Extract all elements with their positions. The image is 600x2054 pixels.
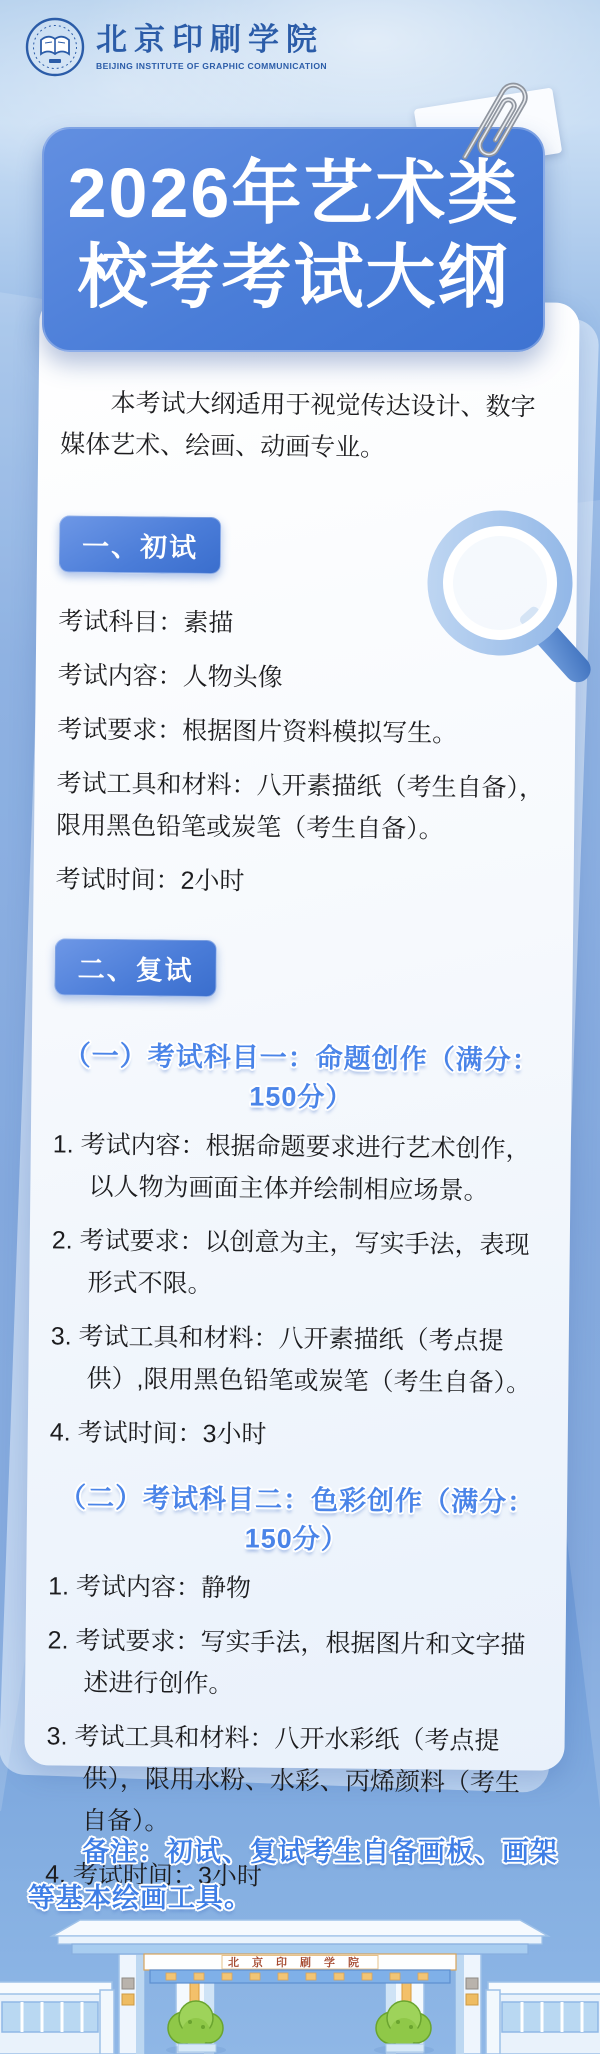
bush-left (166, 2001, 226, 2054)
right-building (486, 1982, 600, 2054)
poster-title-line2: 校考考试大纲 (77, 238, 510, 316)
subject1-item: 1. 考试内容：根据命题要求进行艺术创作，以人物为画面主体并绘制相应场景。 (52, 1130, 531, 1205)
magnifier-icon (425, 498, 600, 713)
subject1-heading: （一）考试科目一：命题创作（满分：150分） (63, 1040, 540, 1113)
subject2-item: 4. 考试时间：3小时 (45, 1860, 263, 1891)
bush-right (374, 2001, 434, 2054)
subject2-heading: （二）考试科目二：色彩创作（满分：150分） (58, 1482, 536, 1555)
section-badge-second-round: 二、复试 (54, 938, 217, 997)
poster-title-line1: 2026年艺术类 (67, 154, 520, 232)
subject1-item: 2. 考试要求：以创意为主，写实手法，表现形式不限。 (51, 1226, 530, 1299)
school-name-english: BEIJING INSTITUTE OF GRAPHIC COMMUNICATION (96, 61, 328, 71)
subject2-item: 3. 考试工具和材料：八开水彩纸（考点提供），限用水粉、水彩、丙烯颜料（考生自备）。 (46, 1722, 521, 1836)
first-round-item: 考试内容：人物头像 (57, 661, 283, 692)
subject1-item: 4. 考试时间：3小时 (49, 1418, 267, 1449)
first-round-item: 考试科目：素描 (58, 607, 234, 638)
note-paragraph: 备注：初试、复试考生自备画板、画架等基本绘画工具。 (28, 1837, 558, 1913)
school-logo (24, 16, 327, 78)
intro-paragraph: 本考试大纲适用于视觉传达设计、数字媒体艺术、绘画、动画专业。 (60, 388, 536, 462)
first-round-item: 考试工具和材料：八开素描纸（考生自备），限用黑色铅笔或炭笔（考生自备）。 (56, 769, 545, 844)
subject2-item: 2. 考试要求：写实手法，根据图片和文字描述进行创作。 (47, 1626, 526, 1699)
first-round-item: 考试要求：根据图片资料模拟写生。 (57, 715, 458, 748)
gate-sign-text: 北京印刷学院 (228, 1957, 372, 1969)
left-building (0, 1982, 114, 2054)
first-round-item: 考试时间：2小时 (55, 865, 245, 896)
subject2-item: 1. 考试内容：静物 (48, 1572, 252, 1603)
campus-gate-illustration (0, 1906, 600, 2054)
school-name-chinese: 北京印刷学院 (96, 22, 324, 57)
school-seal-icon (24, 16, 86, 78)
paperclip-icon (448, 58, 544, 199)
section-badge-first-round: 一、初试 (59, 515, 222, 574)
subject1-item: 3. 考试工具和材料：八开素描纸（考点提供）,限用黑色铅笔或炭笔（考生自备）。 (50, 1322, 532, 1398)
school-logo-text (96, 23, 327, 71)
